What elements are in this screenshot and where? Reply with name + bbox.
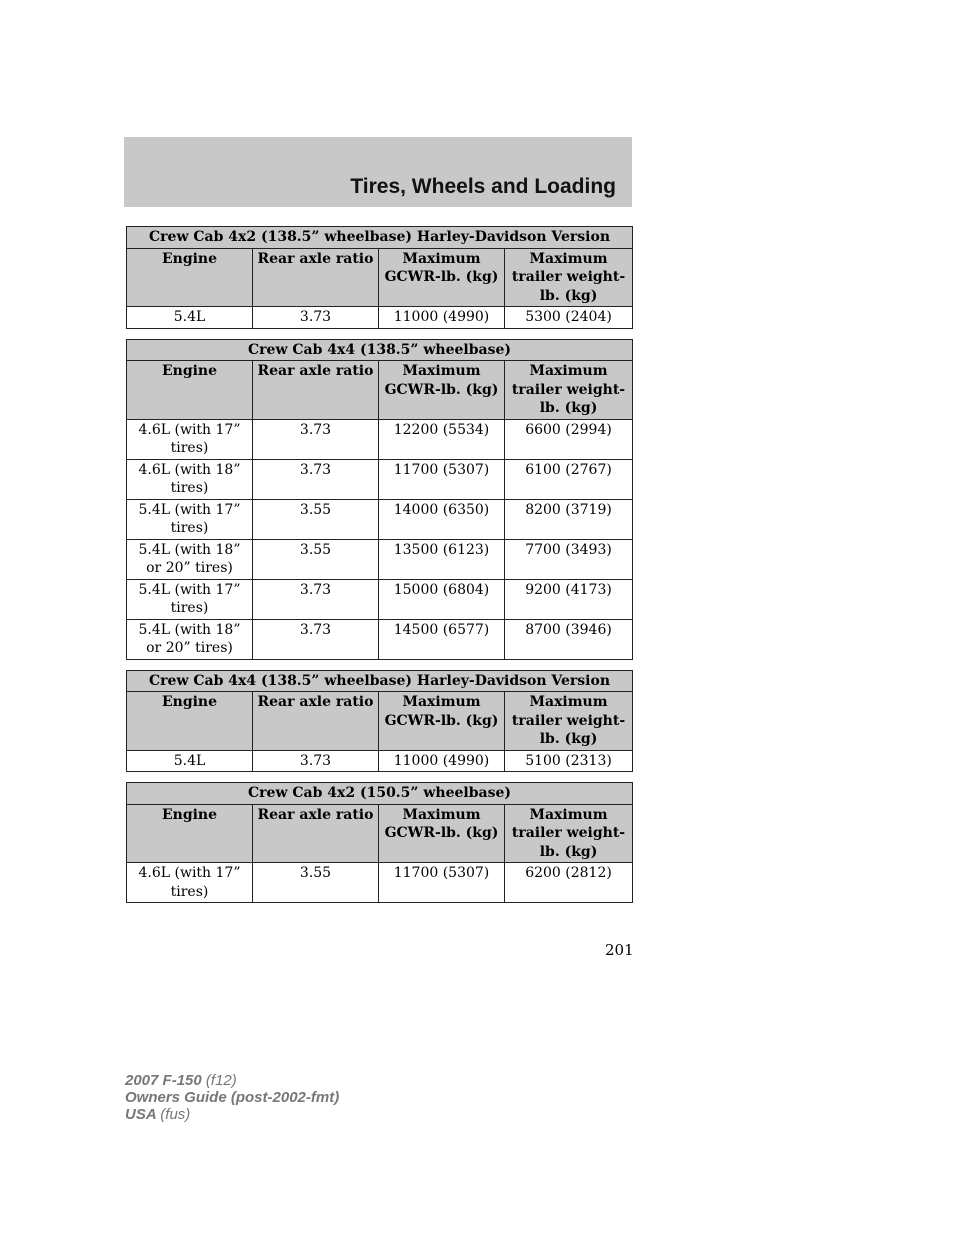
table-row: [127, 307, 633, 329]
table-title: Crew Cab 4x4 (138.5” wheelbase): [127, 339, 633, 361]
table-cell: 3.73: [253, 619, 379, 659]
table-title: Crew Cab 4x2 (138.5” wheelbase) Harley-Davidson Version: [127, 227, 633, 249]
column-header: Maximum GCWR-lb. (kg): [379, 361, 505, 420]
table-header-row: [127, 692, 633, 751]
section-title: Tires, Wheels and Loading: [350, 175, 616, 198]
column-header: Maximum GCWR-lb. (kg): [379, 692, 505, 751]
table-cell: 3.55: [253, 863, 379, 903]
table-cell: 11000 (4990): [379, 307, 505, 329]
table-cell: 6200 (2812): [505, 863, 633, 903]
towing-tables: [126, 226, 632, 913]
page-number: 201: [605, 941, 634, 959]
column-header: Maximum GCWR-lb. (kg): [379, 804, 505, 863]
column-header: Maximum trailer weight-lb. (kg): [505, 804, 633, 863]
table-header-row: [127, 804, 633, 863]
table-cell: 9200 (4173): [505, 579, 633, 619]
table-cell: 3.73: [253, 459, 379, 499]
table-row: [127, 539, 633, 579]
table-cell: 3.73: [253, 579, 379, 619]
table-title: Crew Cab 4x4 (138.5” wheelbase) Harley-Davidson Version: [127, 670, 633, 692]
table-cell: 6600 (2994): [505, 419, 633, 459]
table-cell: 3.73: [253, 419, 379, 459]
footer-market: USA: [125, 1106, 157, 1123]
table-cell: 4.6L (with 17” tires): [127, 863, 253, 903]
section-header-band: [124, 137, 632, 207]
table-cell: 5100 (2313): [505, 750, 633, 772]
table-cell: 5.4L (with 18” or 20” tires): [127, 619, 253, 659]
table-cell: 11700 (5307): [379, 459, 505, 499]
table-cell: 7700 (3493): [505, 539, 633, 579]
footer-market-code: (fus): [160, 1106, 191, 1123]
table-row: [127, 863, 633, 903]
table-cell: 3.73: [253, 750, 379, 772]
column-header: Rear axle ratio: [253, 361, 379, 420]
table-cell: 11000 (4990): [379, 750, 505, 772]
column-header: Engine: [127, 248, 253, 307]
table-cell: 4.6L (with 17” tires): [127, 419, 253, 459]
table-row: [127, 459, 633, 499]
table-title: Crew Cab 4x2 (150.5” wheelbase): [127, 783, 633, 805]
table-cell: 5.4L: [127, 750, 253, 772]
table-cell: 3.55: [253, 499, 379, 539]
table-cell: 5300 (2404): [505, 307, 633, 329]
column-header: Rear axle ratio: [253, 804, 379, 863]
table-header-row: [127, 248, 633, 307]
column-header: Maximum trailer weight-lb. (kg): [505, 248, 633, 307]
table-cell: 15000 (6804): [379, 579, 505, 619]
table-row: [127, 619, 633, 659]
table-header-row: [127, 361, 633, 420]
table-row: [127, 499, 633, 539]
spec-table: [126, 782, 633, 903]
table-cell: 5.4L (with 17” tires): [127, 499, 253, 539]
table-cell: 4.6L (with 18” tires): [127, 459, 253, 499]
table-row: [127, 750, 633, 772]
column-header: Engine: [127, 804, 253, 863]
column-header: Engine: [127, 692, 253, 751]
column-header: Engine: [127, 361, 253, 420]
column-header: Maximum trailer weight-lb. (kg): [505, 361, 633, 420]
table-cell: 5.4L (with 18” or 20” tires): [127, 539, 253, 579]
spec-table: [126, 339, 633, 660]
spec-table: [126, 670, 633, 773]
footer-model-code: (f12): [205, 1072, 237, 1089]
table-cell: 8200 (3719): [505, 499, 633, 539]
table-cell: 14500 (6577): [379, 619, 505, 659]
table-cell: 3.55: [253, 539, 379, 579]
column-header: Rear axle ratio: [253, 692, 379, 751]
spec-table: [126, 226, 633, 329]
table-cell: 11700 (5307): [379, 863, 505, 903]
table-cell: 3.73: [253, 307, 379, 329]
column-header: Maximum trailer weight-lb. (kg): [505, 692, 633, 751]
column-header: Maximum GCWR-lb. (kg): [379, 248, 505, 307]
table-cell: 5.4L: [127, 307, 253, 329]
table-row: [127, 419, 633, 459]
footer-model: 2007 F-150: [125, 1072, 202, 1089]
footer-guide: Owners Guide (post-2002-fmt): [125, 1089, 340, 1106]
column-header: Rear axle ratio: [253, 248, 379, 307]
table-cell: 13500 (6123): [379, 539, 505, 579]
table-row: [127, 579, 633, 619]
table-cell: 6100 (2767): [505, 459, 633, 499]
table-cell: 12200 (5534): [379, 419, 505, 459]
table-cell: 5.4L (with 17” tires): [127, 579, 253, 619]
document-footer: [125, 1072, 339, 1123]
table-cell: 8700 (3946): [505, 619, 633, 659]
table-cell: 14000 (6350): [379, 499, 505, 539]
